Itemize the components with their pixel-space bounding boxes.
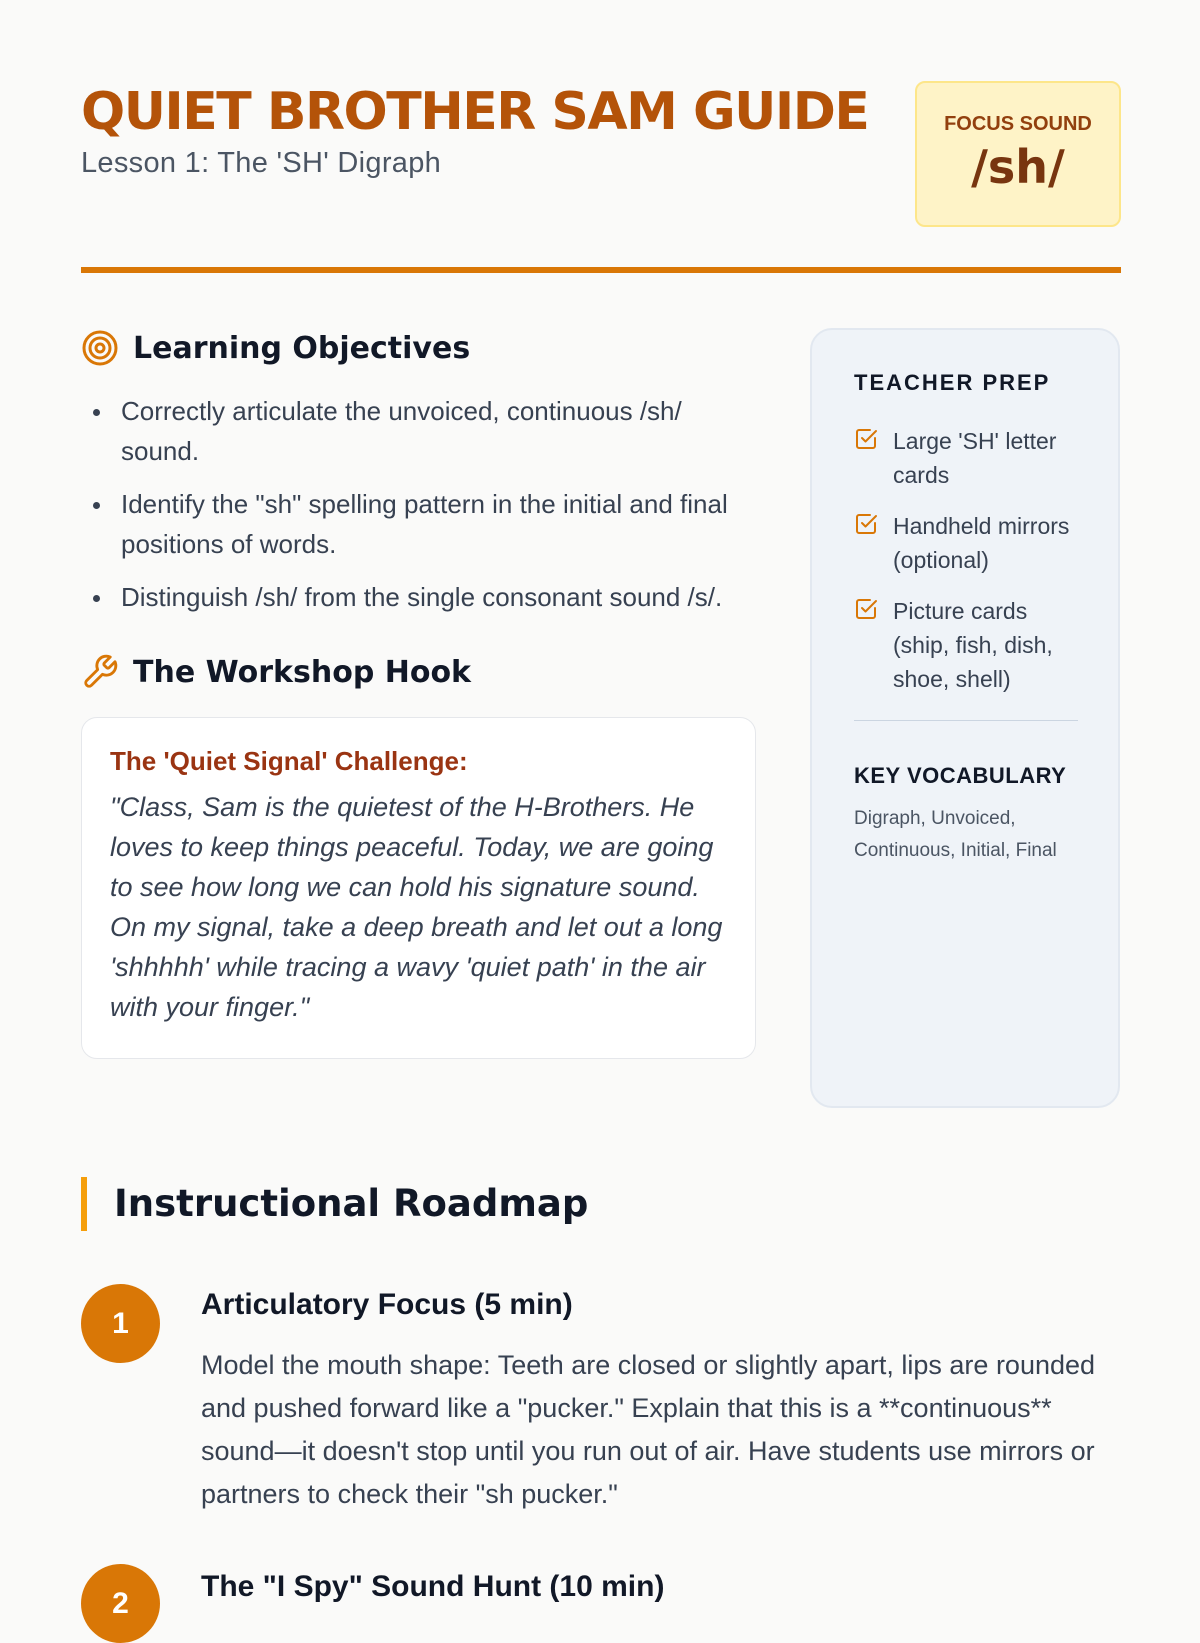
list-item xyxy=(854,509,1078,577)
lesson-subtitle: Lesson 1: The 'SH' Digraph xyxy=(81,147,442,179)
list-item: Identify the "sh" spelling pattern in the initial and final positions of words. xyxy=(81,484,756,564)
list-item xyxy=(854,424,1078,492)
checkbox-checked-icon xyxy=(854,512,878,536)
teacher-prep-sidebar xyxy=(810,328,1120,1108)
focus-sound-label: FOCUS SOUND xyxy=(944,113,1092,135)
prep-list xyxy=(854,424,1078,696)
prep-item-text: Large 'SH' letter cards xyxy=(893,428,1057,488)
step-number: 1 xyxy=(81,1284,160,1363)
checkbox-checked-icon xyxy=(854,597,878,621)
hook-heading xyxy=(81,649,756,695)
focus-sound-badge xyxy=(915,81,1121,227)
objectives-heading xyxy=(81,325,756,371)
hook-quote: "Class, Sam is the quietest of the H-Brothers. He loves to keep things peaceful. Today, we are going to see how long we can hold his signature sound. On my signal, take a deep breath and let out a long 'shhhhh' while tracing a wavy 'quiet path' in the air with your finger." xyxy=(110,792,723,1022)
main-column xyxy=(81,325,756,1059)
roadmap-step xyxy=(81,1284,1121,1514)
focus-sound-value: /sh/ xyxy=(971,140,1065,194)
vocab-heading: KEY VOCABULARY xyxy=(854,763,1067,788)
header-divider xyxy=(81,267,1121,273)
target-icon xyxy=(81,329,119,367)
list-item xyxy=(854,594,1078,696)
list-item: Distinguish /sh/ from the single consonant sound /s/. xyxy=(81,577,756,617)
objectives-heading-text: Learning Objectives xyxy=(133,330,471,366)
step-title: The "I Spy" Sound Hunt (10 min) xyxy=(201,1570,665,1603)
vocab-list: Digraph, Unvoiced, Continuous, Initial, Final xyxy=(854,808,1057,861)
sidebar-divider xyxy=(854,720,1078,721)
prep-item-text: Handheld mirrors (optional) xyxy=(893,513,1070,573)
page-title: QUIET BROTHER SAM GUIDE xyxy=(81,82,869,142)
objectives-list xyxy=(81,391,756,617)
step-title: Articulatory Focus (5 min) xyxy=(201,1288,573,1321)
hook-card-title: The 'Quiet Signal' Challenge: xyxy=(110,746,468,776)
page-header xyxy=(81,80,1121,230)
step-body: Model the mouth shape: Teeth are closed or slightly apart, lips are rounded and pushed forward like a "pucker." Explain that this is a **continuous** sound—it doesn't stop until you run out of air. Have students use mirrors or partners to check their "sh pucker." xyxy=(201,1350,1096,1509)
hook-heading-text: The Workshop Hook xyxy=(133,654,472,690)
step-number: 2 xyxy=(81,1564,160,1643)
hook-card xyxy=(81,717,756,1059)
roadmap-step xyxy=(81,1564,1121,1620)
roadmap-heading: Instructional Roadmap xyxy=(81,1177,588,1231)
prep-item-text: Picture cards (ship, fish, dish, shoe, shell) xyxy=(893,598,1053,692)
list-item: Correctly articulate the unvoiced, continuous /sh/ sound. xyxy=(81,391,756,471)
checkbox-checked-icon xyxy=(854,427,878,451)
prep-heading: TEACHER PREP xyxy=(854,370,1051,395)
wrench-icon xyxy=(81,653,119,691)
